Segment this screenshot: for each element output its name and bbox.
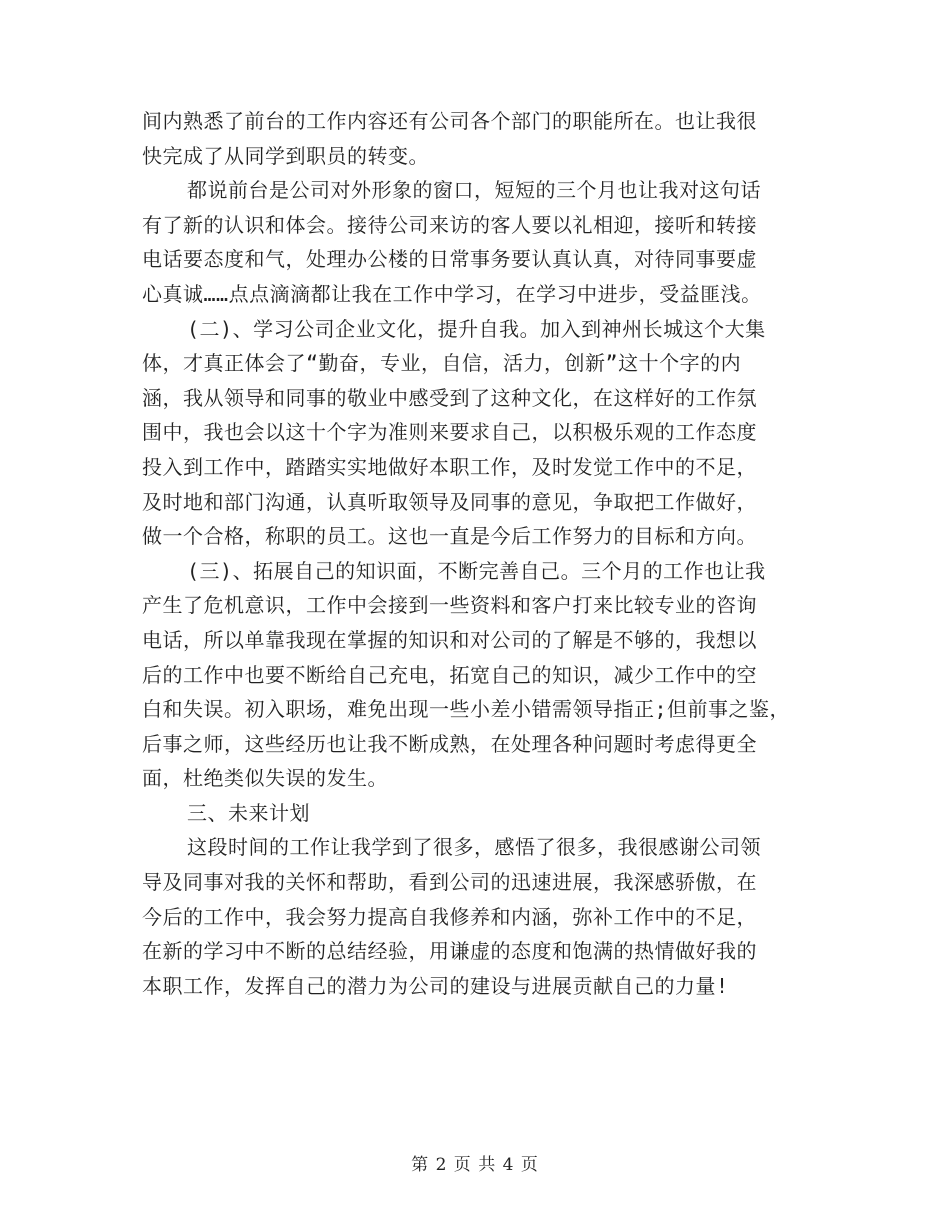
text-line: 做一个合格，称职的员工。这也一直是今后工作努力的目标和方向。 [142, 524, 757, 549]
text-line: (二)、学习公司企业文化，提升自我。加入到神州长城这个大集 [187, 316, 766, 341]
text-line: 在新的学习中不断的总结经验，用谦虚的态度和饱满的热情做好我的 [142, 939, 757, 964]
text-line: 都说前台是公司对外形象的窗口，短短的三个月也让我对这句话 [187, 178, 761, 203]
text-line: 心真诚……点点滴滴都让我在工作中学习，在学习中进步，受益匪浅。 [142, 281, 762, 306]
text-line: 有了新的认识和体会。接待公司来访的客人要以礼相迎，接听和转接 [142, 212, 757, 237]
text-line: 快完成了从同学到职员的转变。 [142, 143, 429, 168]
text-line: 今后的工作中，我会努力提高自我修养和内涵，弥补工作中的不足， [142, 904, 757, 929]
text-line: 体，才真正体会了“勤奋，专业，自信，活力，创新”这十个字的内 [142, 351, 742, 376]
text-line: 间内熟悉了前台的工作内容还有公司各个部门的职能所在。也让我很 [142, 109, 757, 133]
text-line: 及时地和部门沟通，认真听取领导及同事的意见，争取把工作做好， [142, 489, 757, 514]
text-line: 后的工作中也要不断给自己充电，拓宽自己的知识，减少工作中的空 [142, 662, 757, 687]
text-line: 电话，所以单靠我现在掌握的知识和对公司的了解是不够的，我想以 [142, 627, 757, 652]
text-line: 投入到工作中，踏踏实实地做好本职工作，及时发觉工作中的不足， [142, 454, 757, 479]
text-line: 围中，我也会以这十个字为准则来要求自己，以积极乐观的工作态度 [142, 420, 757, 445]
page-number-footer: 第 2 页 共 4 页 [411, 1155, 539, 1175]
text-line: (三)、拓展自己的知识面，不断完善自己。三个月的工作也让我 [187, 558, 766, 583]
section-heading: 三、未来计划 [187, 800, 310, 825]
text-line: 后事之师，这些经历也让我不断成熟，在处理各种问题时考虑得更全 [142, 731, 757, 756]
document-body [142, 104, 832, 1003]
text-line: 本职工作，发挥自己的潜力为公司的建设与进展贡献自己的力量! [142, 973, 729, 998]
text-line: 面，杜绝类似失误的发生。 [142, 766, 388, 791]
text-line: 这段时间的工作让我学到了很多，感悟了很多，我很感谢公司领 [187, 835, 761, 860]
text-line: 白和失误。初入职场，难免出现一些小差小错需领导指正;但前事之鉴， [142, 697, 791, 722]
text-line: 产生了危机意识，工作中会接到一些资料和客户打来比较专业的咨询 [142, 593, 757, 618]
text-line: 涵，我从领导和同事的敬业中感受到了这种文化，在这样好的工作氛 [142, 385, 757, 410]
text-line: 导及同事对我的关怀和帮助，看到公司的迅速进展，我深感骄傲，在 [142, 870, 757, 895]
text-line: 电话要态度和气，处理办公楼的日常事务要认真认真，对待同事要虚 [142, 247, 757, 272]
